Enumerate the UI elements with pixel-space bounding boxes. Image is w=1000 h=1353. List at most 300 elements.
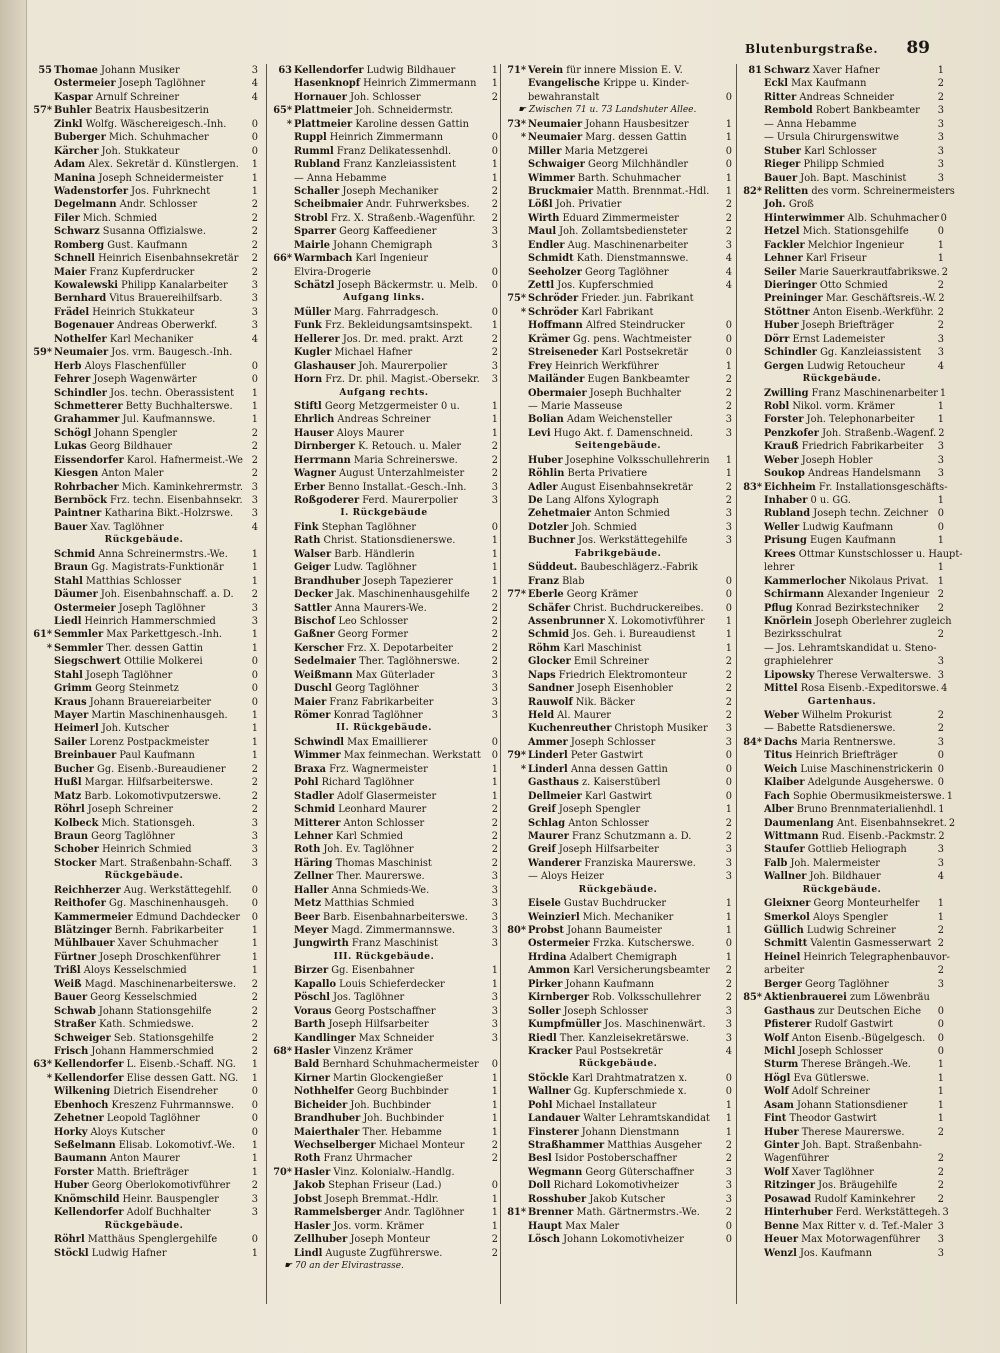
resident-name-occupation — [528, 534, 724, 547]
surname: Huber — [764, 320, 799, 332]
given-name-occupation: Anton Schlosser — [565, 817, 649, 829]
resident-entry — [504, 964, 732, 977]
resident-name-occupation — [294, 1152, 490, 1165]
section-heading-text: Fabrikgebäude. — [574, 548, 662, 559]
given-name-occupation: Joh. Bapt. Straßenbahn- — [799, 1140, 922, 1151]
resident-entry — [270, 602, 498, 615]
resident-name-occupation — [764, 252, 936, 265]
resident-entry — [30, 118, 258, 131]
house-number — [30, 494, 54, 507]
house-number — [504, 817, 528, 830]
given-name-occupation: Karol. Hafnermeist.-We — [123, 454, 243, 466]
floor-number: 3 — [251, 495, 258, 506]
surname: Röhm — [528, 642, 561, 654]
floor-number: 1 — [937, 65, 944, 76]
surname: Haupt — [528, 1220, 563, 1232]
resident-entry — [270, 198, 498, 211]
surname: Straßhammer — [528, 1140, 605, 1151]
resident-name-occupation — [54, 857, 250, 870]
given-name-occupation: Barb. Eisenbahnarbeiterswe. — [319, 911, 468, 923]
given-name-occupation: Karl Versicherungsbeamter — [570, 965, 710, 977]
resident-entry — [270, 709, 498, 722]
resident-entry — [504, 1139, 732, 1152]
given-name-occupation: Rob. Volksschullehrer — [589, 992, 701, 1004]
floor-number: 2 — [937, 723, 944, 735]
resident-entry — [270, 1139, 498, 1152]
surname: Geiger — [294, 562, 331, 574]
given-name-occupation: Adolf Buchhalter — [123, 1207, 211, 1219]
resident-entry — [270, 279, 498, 292]
house-number — [270, 870, 294, 883]
surname: Fehrer — [54, 374, 91, 386]
house-number — [270, 991, 294, 1004]
resident-entry — [740, 360, 944, 373]
surname: Rohrbacher — [54, 481, 119, 493]
given-name-occupation: Eva Gütlerswe. — [790, 1072, 870, 1084]
surname: Sandner — [528, 683, 574, 695]
resident-name-occupation — [528, 306, 730, 319]
resident-name-occupation — [54, 924, 250, 937]
floor-number — [952, 615, 954, 628]
surname: Gasthaus — [764, 1005, 815, 1017]
resident-entry — [504, 400, 732, 413]
resident-entry — [270, 91, 498, 104]
resident-name-occupation — [54, 1233, 250, 1246]
given-name-occupation: Joh. Maurerpolier — [355, 360, 448, 372]
surname: Kirner — [294, 1072, 330, 1084]
resident-entry — [270, 696, 498, 709]
floor-number: 3 — [725, 1166, 732, 1178]
surname: Weber — [764, 454, 799, 466]
given-name-occupation: Ludwig Schreiner — [803, 925, 896, 936]
floor-number: 4 — [725, 253, 732, 265]
resident-entry — [30, 91, 258, 104]
floor-number: 2 — [491, 185, 498, 197]
floor-number: 1 — [251, 562, 258, 574]
given-name-occupation: Susanna Offizialswe. — [99, 226, 206, 238]
resident-entry — [740, 978, 944, 991]
floor-number: 3 — [725, 736, 732, 748]
house-number — [30, 763, 54, 776]
resident-entry — [504, 803, 732, 816]
house-number — [740, 1005, 764, 1018]
given-name-occupation: Jos. Kupferschmied — [554, 280, 654, 291]
floor-number: 1 — [251, 1140, 258, 1151]
given-name-occupation: Ferd. Werkstättegeh. — [832, 1207, 941, 1219]
surname: Jakob — [294, 1180, 326, 1192]
given-name-occupation: Heinrich Schmied — [98, 844, 192, 856]
resident-entry — [30, 602, 258, 615]
house-number — [30, 1112, 54, 1125]
floor-number: 3 — [725, 414, 732, 426]
floor-number: 4 — [251, 78, 258, 90]
surname: Forster — [54, 1166, 94, 1178]
resident-entry — [504, 198, 732, 211]
resident-entry — [270, 763, 498, 776]
resident-name-occupation — [294, 467, 490, 480]
floor-number: 1 — [491, 65, 498, 76]
given-name-occupation: Therese Verwalterswe. — [814, 669, 932, 681]
surname: Ammon — [528, 965, 570, 977]
resident-entry — [30, 1139, 258, 1152]
resident-entry — [504, 158, 732, 171]
resident-entry — [504, 534, 732, 547]
house-number — [30, 198, 54, 211]
surname: Kumpfmüller — [528, 1019, 602, 1031]
house-number — [30, 91, 54, 104]
floor-number: 3 — [937, 1234, 944, 1246]
floor-number: 0 — [491, 132, 498, 144]
given-name-occupation: Andr. Taglöhner — [381, 1207, 465, 1219]
floor-number: 4 — [251, 521, 258, 533]
house-number — [30, 790, 54, 803]
given-name-occupation: Isidor Postoberschaffner — [551, 1153, 678, 1165]
surname: Rumml — [294, 145, 334, 157]
floor-number: 0 — [937, 521, 944, 533]
floor-number: 3 — [251, 1193, 258, 1205]
resident-entry — [504, 911, 732, 924]
surname: Fürtner — [54, 951, 97, 963]
resident-name-occupation — [528, 172, 724, 185]
house-number: 55 — [38, 65, 52, 76]
house-entry — [270, 104, 498, 117]
floor-number: 0 — [251, 1086, 258, 1098]
surname: Levi — [528, 427, 551, 439]
house-number — [30, 1179, 54, 1192]
given-name-occupation: Math. Gärtnermstrs.-We. — [573, 1207, 700, 1219]
house-number — [270, 1032, 294, 1045]
floor-number: 2 — [491, 441, 498, 453]
surname: Däumer — [54, 589, 98, 601]
resident-name-occupation — [764, 628, 936, 641]
resident-name-occupation — [528, 588, 724, 601]
house-number — [740, 521, 764, 534]
house-number — [740, 628, 764, 641]
house-number — [504, 709, 528, 722]
house-number — [740, 803, 764, 816]
house-entry — [270, 1045, 498, 1058]
surname: Zwilling — [764, 387, 809, 399]
given-name-occupation: Franz Delikatessenhdl. — [333, 145, 452, 157]
surname: Schmid — [528, 629, 570, 641]
floor-number: 2 — [725, 374, 732, 386]
given-name-occupation: Heinr. Bauspengler — [119, 1193, 219, 1205]
floor-number: 1 — [491, 763, 498, 775]
resident-entry — [30, 776, 258, 789]
floor-number: 3 — [937, 105, 944, 117]
given-name-occupation: Luise Maschinenstrickerin — [797, 763, 933, 775]
floor-number: 1 — [725, 360, 732, 372]
resident-entry — [740, 1112, 944, 1125]
house-number — [270, 1179, 294, 1192]
surname: Hinterwimmer — [764, 212, 845, 224]
resident-name-occupation — [528, 1152, 724, 1165]
resident-name-occupation — [764, 602, 936, 615]
floor-number: 0 — [725, 1234, 732, 1246]
resident-entry — [740, 776, 944, 789]
resident-entry — [270, 373, 498, 386]
house-number — [504, 158, 528, 171]
house-number — [270, 481, 294, 494]
directional-note — [504, 104, 732, 117]
given-name-occupation: Barb. Lokomotivputzerswe. — [81, 790, 222, 802]
house-number — [740, 924, 764, 937]
given-name-occupation: Anna Maurers-We. — [331, 602, 427, 614]
floor-number: 2 — [491, 804, 498, 816]
resident-name-occupation — [294, 252, 496, 265]
surname: Weller — [764, 521, 800, 533]
floor-number: 1 — [725, 642, 732, 654]
house-number: 59* — [33, 347, 52, 359]
house-number — [504, 319, 528, 332]
floor-number: 2 — [251, 1180, 258, 1192]
resident-name-occupation — [528, 857, 724, 870]
resident-name-occupation — [294, 481, 490, 494]
resident-name-occupation — [528, 198, 724, 211]
house-number — [740, 749, 764, 762]
resident-name-occupation — [54, 1045, 250, 1058]
resident-name-occupation — [764, 360, 936, 373]
floor-number: 2 — [251, 1019, 258, 1031]
resident-entry — [504, 642, 732, 655]
section-heading — [740, 373, 944, 386]
house-number — [740, 1072, 764, 1085]
house-number — [740, 602, 764, 615]
surname: Greif — [528, 844, 556, 856]
house-number — [504, 413, 528, 426]
floor-number: 1 — [251, 965, 258, 977]
surname: Lipowsky — [764, 669, 815, 681]
given-name-occupation: Andreas Oberwerkf. — [113, 320, 218, 332]
floor-number: 0 — [725, 320, 732, 332]
resident-entry — [740, 467, 944, 480]
section-heading-text: I. Rückgebäude — [340, 508, 428, 519]
given-name-occupation: Gg. Kupferschmiede x. — [570, 1086, 687, 1098]
floor-number: 2 — [491, 212, 498, 224]
resident-entry — [30, 709, 258, 722]
surname: Wanderer — [528, 857, 582, 869]
given-name-occupation: Johann Chemigraph — [330, 239, 433, 251]
surname: Wilkening — [54, 1086, 111, 1098]
resident-entry — [740, 158, 944, 171]
resident-entry — [740, 225, 944, 238]
surname: Schwarz — [54, 226, 100, 238]
resident-entry — [30, 736, 258, 749]
resident-entry — [270, 1179, 498, 1192]
house-number — [504, 266, 528, 279]
resident-name-occupation — [528, 964, 724, 977]
resident-entry — [30, 440, 258, 453]
given-name-occupation: Max Motorwagenführer — [798, 1234, 921, 1246]
house-number — [270, 77, 294, 90]
house-number — [270, 669, 294, 682]
resident-name-occupation — [764, 722, 936, 735]
floor-number — [496, 104, 498, 117]
house-number: 63 — [278, 65, 292, 76]
house-entry — [30, 1058, 258, 1071]
resident-entry — [504, 937, 732, 950]
directional-note — [270, 1260, 498, 1273]
house-number — [504, 642, 528, 655]
resident-entry — [504, 145, 732, 158]
resident-name-occupation — [528, 333, 724, 346]
floor-number: 1 — [938, 804, 945, 816]
house-number — [740, 400, 764, 413]
house-number — [504, 1112, 528, 1125]
resident-name-occupation — [54, 615, 250, 628]
surname: Hasenknopf — [294, 78, 360, 90]
floor-number: 3 — [725, 871, 732, 883]
resident-name-occupation — [764, 561, 936, 574]
surname: Gleixner — [764, 898, 811, 910]
house-number — [740, 172, 764, 185]
given-name-occupation: Franz Fabrikarbeiter — [326, 696, 434, 708]
surname: Ehrlich — [294, 414, 335, 426]
house-number: * — [286, 118, 292, 130]
surname: Schindler — [54, 387, 107, 399]
house-entry — [504, 763, 732, 776]
resident-name-occupation — [294, 333, 490, 346]
surname: Prisung — [764, 535, 807, 547]
given-name-occupation: Anna dessen Gattin — [567, 763, 668, 775]
resident-name-occupation — [54, 118, 250, 131]
given-name-occupation: Max Güterlader — [352, 669, 435, 681]
resident-name-occupation — [528, 239, 724, 252]
floor-number: 1 — [251, 387, 258, 399]
given-name-occupation: Therese Brängeh.-We. — [798, 1059, 911, 1071]
house-number — [270, 319, 294, 332]
surname: Wittmann — [764, 830, 819, 842]
resident-name-occupation — [54, 521, 250, 534]
house-number — [270, 575, 294, 588]
resident-entry — [504, 1112, 732, 1125]
given-name-occupation: Joh. Zollamtsbediensteter — [556, 226, 688, 238]
surname: Stahl — [54, 669, 83, 681]
resident-entry — [30, 655, 258, 668]
resident-name-occupation — [528, 131, 724, 144]
resident-entry — [504, 1233, 732, 1246]
floor-number: 2 — [725, 495, 732, 506]
given-name-occupation: Anna Schreinermstrs.-We. — [95, 548, 228, 560]
surname: Dellmeier — [528, 790, 582, 802]
floor-number: 4 — [725, 266, 732, 278]
floor-number: 1 — [491, 978, 498, 990]
given-name-occupation: Heinrich Werkführer — [551, 360, 659, 372]
resident-entry — [270, 817, 498, 830]
given-name-occupation: Johann Baumeister — [563, 925, 662, 936]
surname: Häring — [294, 857, 333, 869]
floor-number: 1 — [725, 898, 732, 910]
floor-number: 0 — [725, 575, 732, 587]
surname: Degelmann — [54, 199, 117, 211]
surname: Sparrer — [294, 226, 336, 238]
surname: Ebenhoch — [54, 1099, 109, 1111]
resident-name-occupation — [764, 400, 936, 413]
floor-number: 1 — [491, 790, 498, 802]
house-number: 85* — [743, 992, 762, 1004]
surname: Endler — [528, 239, 565, 251]
surname: Plattmeier — [294, 118, 353, 130]
resident-entry — [504, 575, 732, 588]
given-name-occupation: Aloys Spengler — [809, 911, 888, 923]
section-heading — [270, 507, 498, 520]
given-name-occupation: Frz. Dr. phil. Magist.-Obersekr. — [322, 374, 480, 386]
house-number — [30, 803, 54, 816]
house-entry — [504, 1206, 732, 1219]
floor-number: 0 — [725, 145, 732, 157]
house-number — [270, 964, 294, 977]
given-name-occupation: Joseph Wagenwärter — [90, 374, 197, 386]
surname: Weinzierl — [528, 911, 580, 923]
floor-number: 1 — [725, 911, 732, 923]
surname: Decker — [294, 589, 333, 601]
resident-name-occupation — [528, 1112, 724, 1125]
house-number — [504, 602, 528, 615]
resident-entry — [270, 1233, 498, 1246]
given-name-occupation: Friedrich Fabrikarbeiter — [798, 441, 924, 453]
floor-number: 2 — [491, 454, 498, 466]
given-name-occupation: Johann Spengler — [91, 427, 178, 439]
given-name-occupation: Xaver Schuhmacher — [114, 938, 219, 950]
resident-entry — [504, 615, 732, 628]
floor-number: 0 — [251, 374, 258, 386]
floor-number: 1 — [251, 575, 258, 587]
resident-name-occupation — [764, 225, 936, 238]
floor-number: 0 — [491, 266, 498, 278]
resident-entry — [504, 830, 732, 843]
floor-number: 0 — [251, 656, 258, 668]
resident-entry — [740, 239, 944, 252]
house-number — [504, 198, 528, 211]
house-number — [30, 172, 54, 185]
resident-name-occupation — [294, 602, 490, 615]
surname: Ostermeier — [528, 938, 590, 950]
surname: Schmetterer — [54, 400, 123, 412]
floor-number: 1 — [251, 951, 258, 963]
given-name-occupation: Seb. Stationsgehilfe — [110, 1032, 214, 1044]
floor-number: 1 — [491, 1086, 498, 1098]
floor-number: 2 — [937, 1126, 944, 1138]
house-number — [504, 803, 528, 816]
floor-number: 2 — [725, 992, 732, 1004]
floor-number: 2 — [491, 199, 498, 211]
resident-name-occupation — [294, 427, 490, 440]
given-name-occupation: Vitus Brauereihilfsarb. — [106, 293, 223, 305]
house-number — [30, 615, 54, 628]
floor-number: 1 — [937, 400, 944, 412]
house-number — [740, 118, 764, 131]
house-number — [504, 91, 528, 104]
floor-number: 3 — [251, 306, 258, 318]
floor-number: 1 — [251, 723, 258, 735]
house-number — [270, 1206, 294, 1219]
resident-entry — [30, 333, 258, 346]
resident-name-occupation — [54, 1152, 250, 1165]
resident-name-occupation — [294, 77, 490, 90]
given-name-occupation: Joseph Taglöhner — [115, 78, 206, 90]
floor-number: 0 — [251, 1126, 258, 1138]
house-number — [270, 413, 294, 426]
house-number — [740, 790, 764, 803]
house-number — [30, 454, 54, 467]
resident-entry — [740, 803, 944, 816]
house-number — [740, 1045, 764, 1058]
floor-number: 3 — [937, 656, 944, 668]
floor-number — [496, 252, 498, 265]
resident-name-occupation — [54, 843, 250, 856]
resident-name-occupation — [294, 131, 490, 144]
surname: Ginter — [764, 1140, 800, 1151]
